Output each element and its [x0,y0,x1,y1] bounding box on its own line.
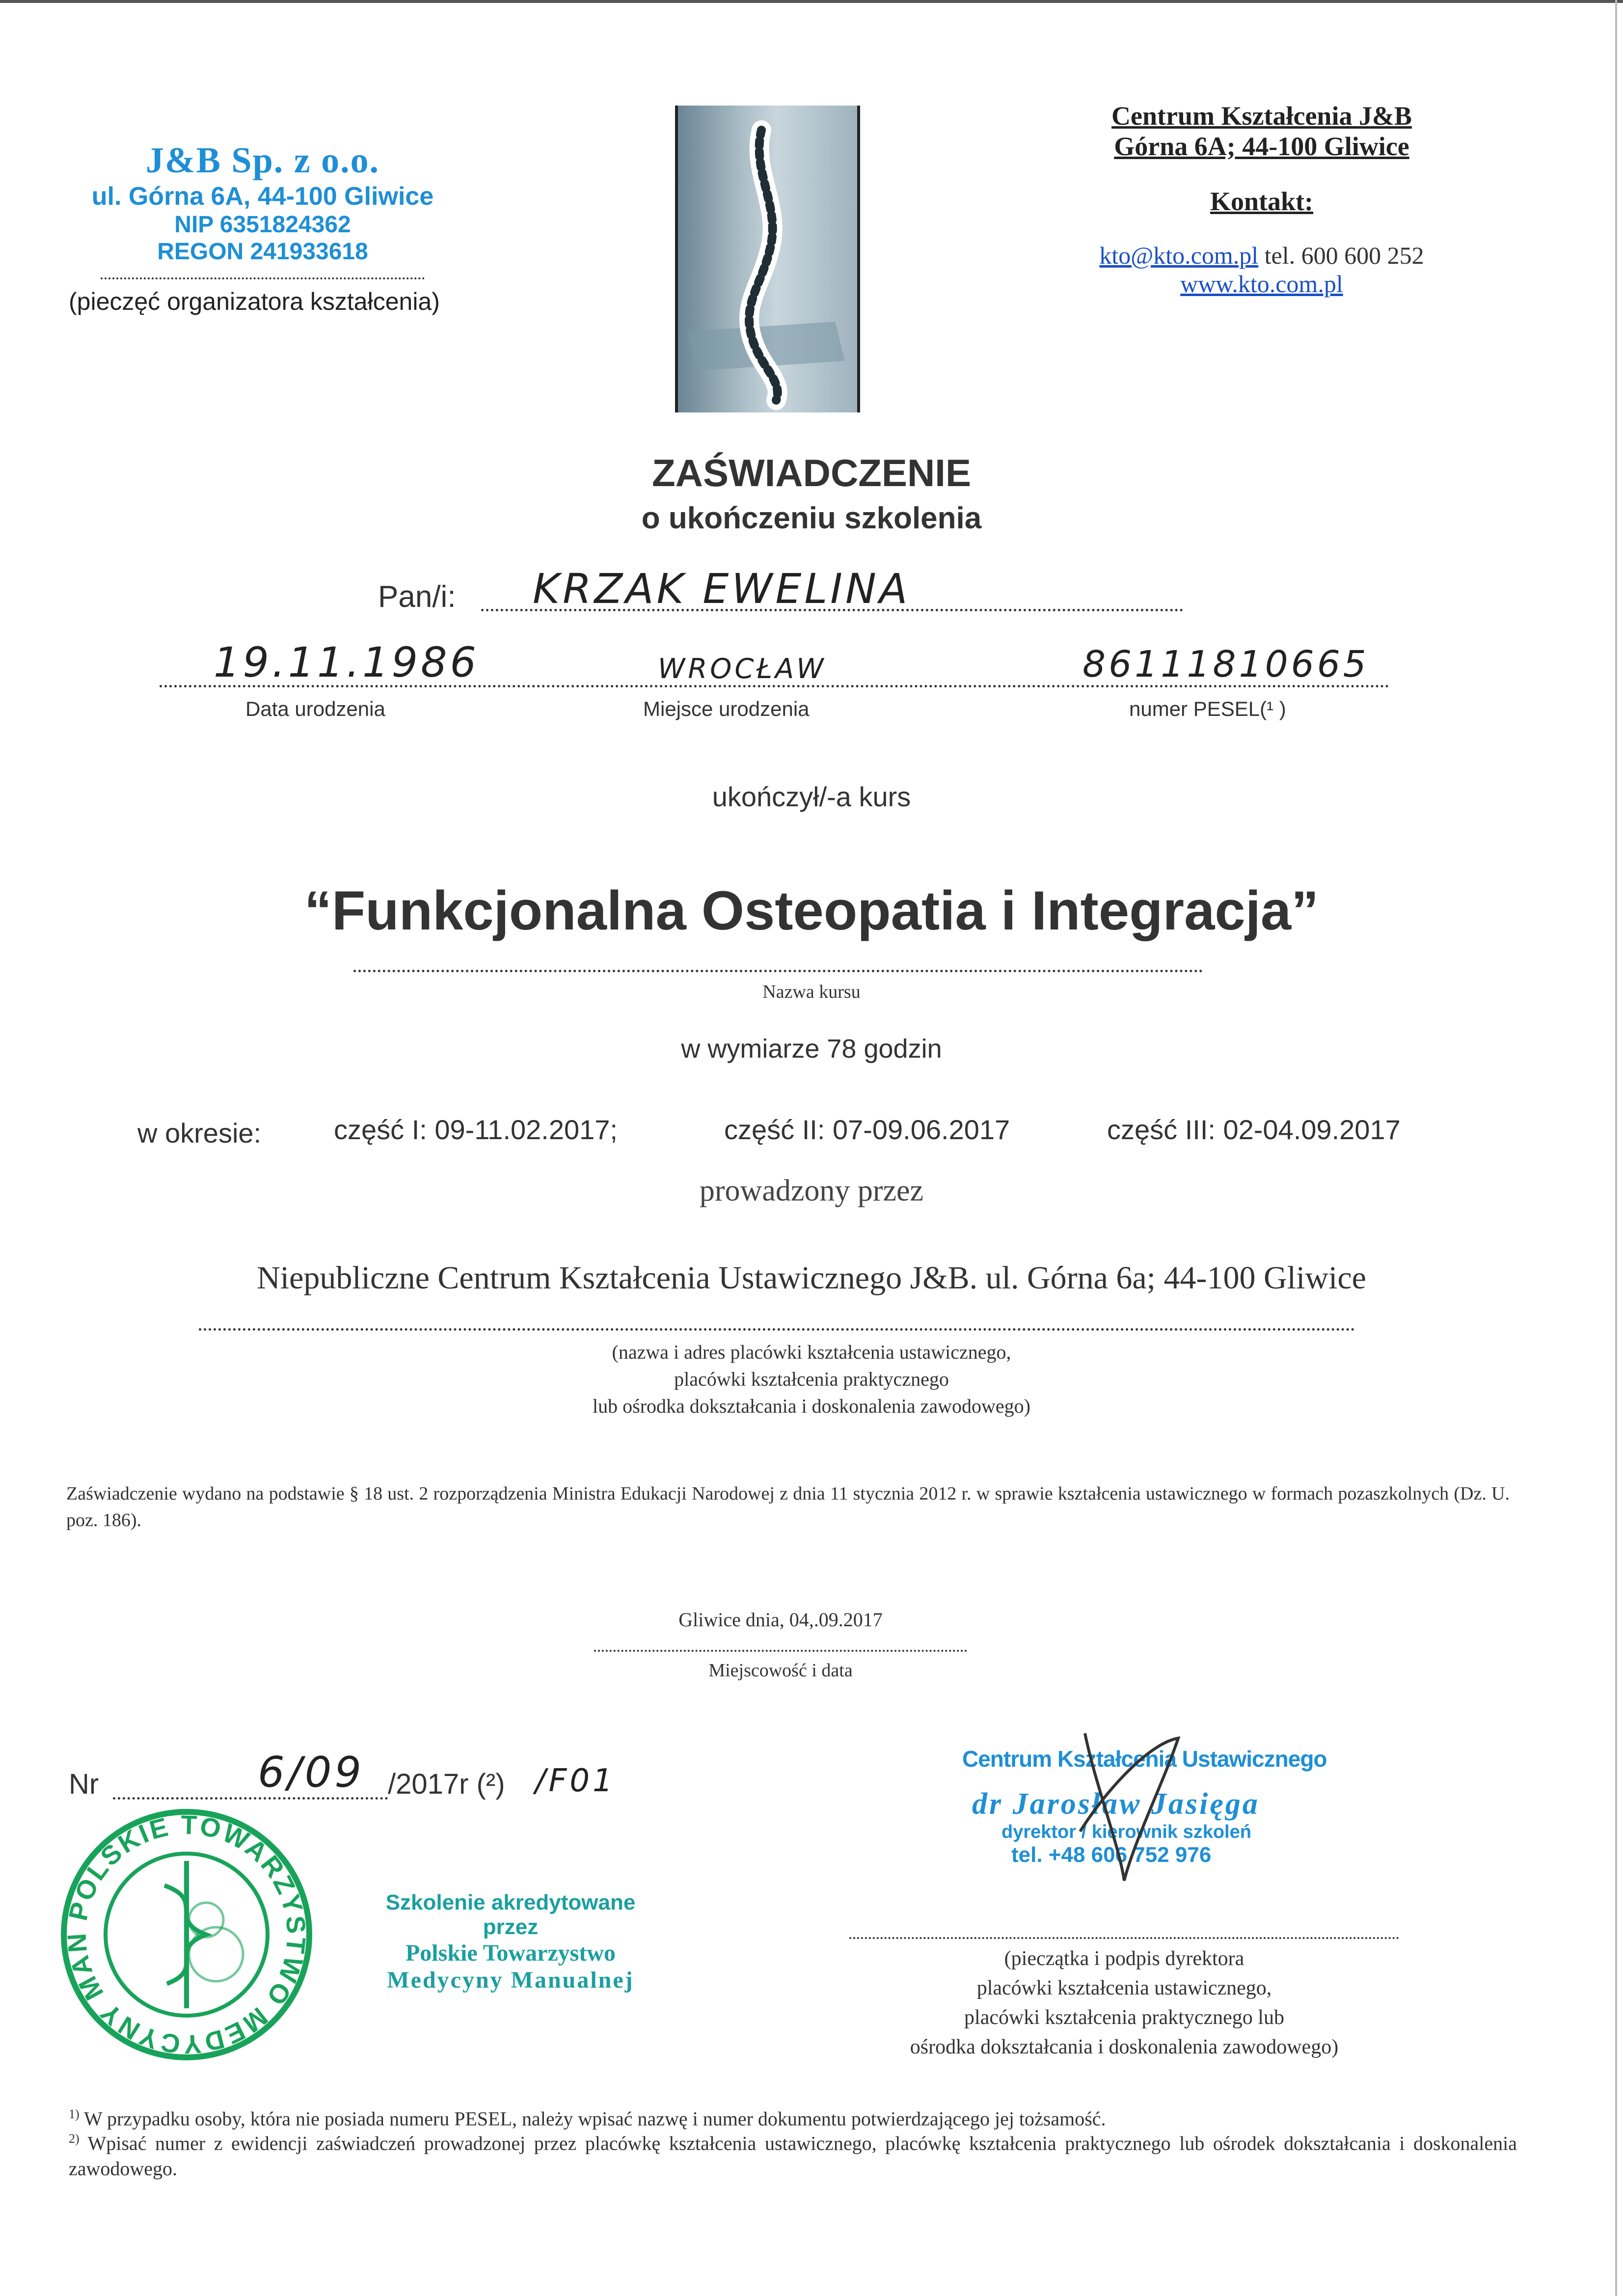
conducted-by: prowadzony przez [699,1174,924,1207]
signature-caption-4: ośrodka dokształcania i doskonalenia zawodowego) [910,2036,1339,2058]
signature-caption-1: (pieczątka i podpis dyrektora [1004,1947,1244,1970]
certificate-number-dots [113,1797,388,1800]
organizer-nip: NIP 6351824362 [174,212,351,238]
accreditation-line-2: Polskie Towarzystwo [405,1940,616,1966]
footnote-2-mark: 2) [69,2132,80,2146]
header-right [1060,101,1463,298]
birth-date-value: 19.11.1986 [214,638,479,686]
website-link[interactable]: www.kto.com.pl [1180,270,1343,298]
director-stamp-center: Centrum Kształcenia Ustawicznego [962,1746,1327,1772]
contact-label: Kontakt: [1210,187,1313,216]
contact-line [1060,241,1463,270]
footnote-2 [69,2126,1517,2182]
right-edge-line [1615,0,1617,2296]
website-line [1060,270,1463,298]
organizer-address: ul. Górna 6A, 44-100 Gliwice [91,182,434,211]
certificate-number-prefix: Nr [69,1768,99,1800]
place-date-label: Miejscowość i data [708,1660,853,1681]
certificate-number-value: 6/09 [258,1748,365,1797]
footnote-2-text: Wpisać numer z ewidencji zaświadczeń prowadzonej przez placówkę kształcenia ustawicznego, placówkę kształcenia praktycznego lub ośrodek dokształcania i doskonalenia zawodowego. [69,2132,1517,2180]
certificate-number-suffix: /2017r (²) [388,1768,505,1800]
director-stamp-phone: tel. +48 606 752 976 [1011,1843,1212,1867]
course-name-label: Nazwa kursu [762,982,861,1002]
signature-caption-3: placówki kształcenia praktycznego lub [964,2006,1284,2029]
signature-dots [849,1937,1399,1939]
organizer-stamp-dots [101,277,425,279]
top-edge-line [0,0,1623,3]
place-date-value: Gliwice dnia, 04,.09.2017 [678,1609,883,1631]
ptmm-seal-icon [59,1807,314,2062]
institution-caption-1: (nazwa i adres placówki kształcenia ustawicznego, [612,1341,1011,1363]
birth-date-label: Data urodzenia [245,697,385,720]
document-subtitle: o ukończeniu szkolenia [641,501,982,535]
institution-caption-3: lub ośrodka dokształcania i doskonalenia zawodowego) [593,1395,1030,1417]
footnote-1-mark: 1) [69,2107,80,2121]
accreditation-line-1: Szkolenie akredytowane przez [385,1890,636,1939]
institution-name: Niepubliczne Centrum Kształcenia Ustawicznego J&B. ul. Górna 6a; 44-100 Gliwice [257,1260,1366,1296]
birth-place-label: Miejsce urodzenia [643,697,810,720]
period-part-2: część II: 07-09.06.2017 [724,1114,1010,1145]
course-hours: w wymiarze 78 godzin [681,1034,942,1064]
organizer-stamp-caption: (pieczęć organizatora kształcenia) [69,288,440,315]
accreditation-line-3: Medycyny Manualnej [387,1967,634,1993]
person-name: KRZAK EWELINA [533,565,911,613]
ptmm-stamp [59,1807,314,2062]
spine-logo [675,106,860,412]
period-label: w okresie: [137,1118,262,1148]
institution-dots [199,1328,1355,1331]
certificate-code-handwritten: /F01 [535,1763,616,1799]
pesel-label: numer PESEL(¹ ) [1129,697,1286,720]
spine-icon [678,106,851,412]
phone-text: tel. 600 600 252 [1264,242,1424,269]
organizer-stamp [74,140,452,265]
signature-caption-2: placówki kształcenia ustawicznego, [976,1977,1272,1999]
organizer-company: J&B Sp. z o.o. [145,140,380,181]
place-date-dots [594,1650,967,1652]
footnote-1-text: W przypadku osoby, która nie posiada numeru PESEL, należy wpisać nazwę i numer dokumentu potwierdzającego jej tożsamość. [83,2107,1106,2130]
birth-place-value: WROCŁAW [658,653,827,685]
email-link[interactable]: kto@kto.com.pl [1099,242,1259,269]
organizer-regon: REGON 241933618 [157,239,368,265]
accreditation-stamp [358,1890,663,1994]
person-label: Pan/i: [378,580,456,614]
director-stamp-name: dr Jarosław Jasięga [972,1787,1260,1821]
center-address: Górna 6A; 44-100 Gliwice [1114,132,1409,161]
period-part-1: część I: 09-11.02.2017; [334,1114,618,1145]
center-name: Centrum Kształcenia J&B [1111,101,1412,131]
document-title: ZAŚWIADCZENIE [652,451,971,494]
course-name: “Funkcjonalna Osteopatia i Integracja” [304,880,1319,941]
director-signature [1065,1723,1222,1886]
director-stamp-role: dyrektor / kierownik szkoleń [1001,1822,1251,1842]
completed-text: ukończył/-a kurs [712,781,911,812]
period-part-3: część III: 02-04.09.2017 [1107,1114,1401,1145]
legal-basis: Zaświadczenie wydano na podstawie § 18 ust. 2 rozporządzenia Ministra Edukacji Narodowej z dnia 11 stycznia 2012 r. w sprawie kształcenia ustawicznego w formach pozaszkolnych (Dz. U. poz. 186). [66,1483,1510,1531]
pesel-value: 86111810665 [1082,643,1369,685]
ptmm-ring-text: POLSKIE TOWARZYSTWO MEDYCYNY MAN [62,1810,311,2059]
institution-caption-2: placówki kształcenia praktycznego [674,1368,949,1390]
course-name-dots [353,970,1203,972]
